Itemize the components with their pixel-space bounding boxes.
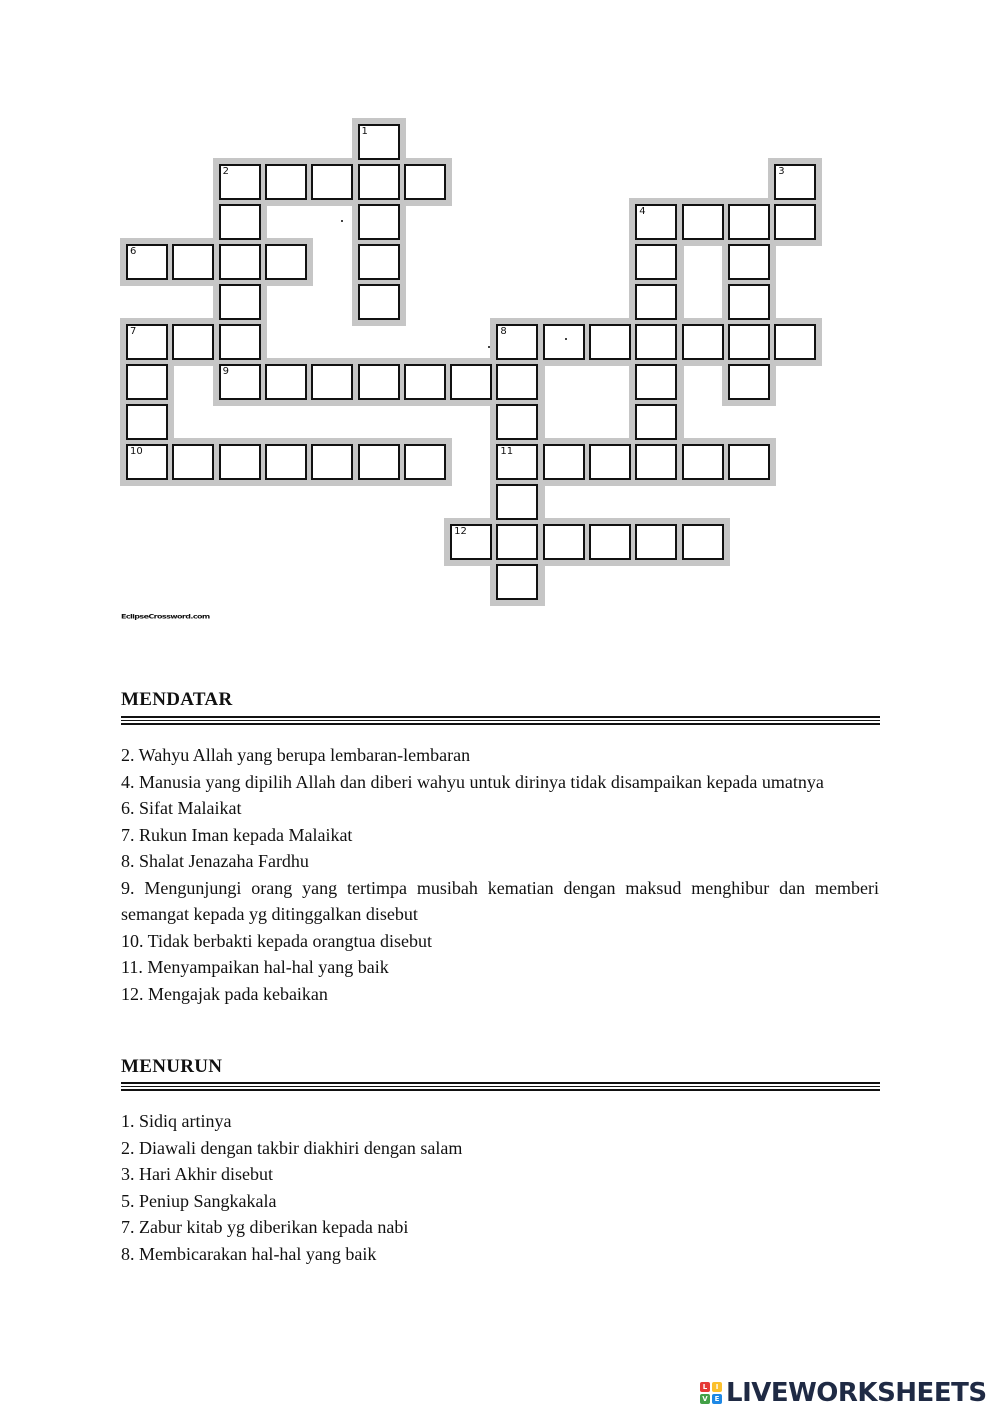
clue-item: 8. Shalat Jenazaha Fardhu — [121, 851, 309, 871]
crossword-cell[interactable] — [682, 444, 724, 480]
crossword-cell[interactable] — [450, 364, 492, 400]
crossword-cell[interactable] — [496, 524, 538, 560]
clue-item: 2. Diawali dengan takbir diakhiri dengan salam — [121, 1137, 463, 1158]
crossword-cell[interactable] — [635, 404, 677, 440]
stray-mark — [488, 346, 490, 348]
crossword-cell[interactable] — [635, 444, 677, 480]
crossword-cell[interactable] — [358, 204, 400, 240]
crossword-cell[interactable] — [404, 364, 446, 400]
logo-tile: I — [712, 1382, 722, 1392]
crossword-cell[interactable] — [265, 244, 307, 280]
clue-item: 9. Mengunjungi orang yang tertimpa musibah kematian dengan maksud menghibur dan memberi semangat kepada yg ditinggalkan disebut — [121, 877, 879, 924]
crossword-cell[interactable] — [219, 324, 261, 360]
crossword-cell[interactable] — [774, 164, 816, 200]
clue-item: 12. Mengajak pada kebaikan — [121, 983, 328, 1004]
crossword-cell[interactable] — [126, 404, 168, 440]
crossword-cell[interactable] — [172, 444, 214, 480]
crossword-cell[interactable] — [311, 444, 353, 480]
logo-tile: V — [700, 1394, 710, 1404]
crossword-cell[interactable] — [728, 324, 770, 360]
clue-number: 9 — [222, 366, 229, 377]
crossword-cell[interactable] — [728, 444, 770, 480]
clue-item: 7. Zabur kitab yg diberikan kepada nabi — [121, 1217, 409, 1237]
crossword-grid — [0, 0, 1000, 620]
crossword-cell[interactable] — [774, 324, 816, 360]
clue-item: 10. Tidak berbakti kepada orangtua disebut — [121, 930, 432, 951]
crossword-cell[interactable] — [219, 444, 261, 480]
crossword-cell[interactable] — [358, 244, 400, 280]
crossword-cell[interactable] — [265, 164, 307, 200]
crossword-cell[interactable] — [496, 364, 538, 400]
crossword-cell[interactable] — [496, 564, 538, 600]
crossword-cell[interactable] — [358, 124, 400, 160]
crossword-cell[interactable] — [635, 364, 677, 400]
liveworksheets-brand[interactable] — [700, 1378, 987, 1408]
crossword-cell[interactable] — [496, 444, 538, 480]
crossword-cell[interactable] — [358, 444, 400, 480]
crossword-cell[interactable] — [728, 364, 770, 400]
crossword-cell[interactable] — [265, 364, 307, 400]
crossword-cell[interactable] — [682, 204, 724, 240]
crossword-cell[interactable] — [450, 524, 492, 560]
crossword-cell[interactable] — [219, 364, 261, 400]
crossword-cell[interactable] — [543, 324, 585, 360]
crossword-cell[interactable] — [635, 524, 677, 560]
stray-mark — [565, 338, 567, 340]
crossword-cell[interactable] — [589, 324, 631, 360]
crossword-cell[interactable] — [311, 164, 353, 200]
stray-mark — [341, 220, 343, 222]
crossword-cell[interactable] — [589, 524, 631, 560]
crossword-cell[interactable] — [172, 244, 214, 280]
clue-number: 1 — [361, 126, 368, 137]
crossword-cell[interactable] — [774, 204, 816, 240]
crossword-credit: EclipseCrossword.com — [121, 612, 210, 621]
clue-number: 3 — [778, 166, 785, 177]
clue-item: 3. Hari Akhir disebut — [121, 1164, 273, 1184]
crossword-cell[interactable] — [219, 244, 261, 280]
clue-item: 6. Sifat Malaikat — [121, 798, 242, 818]
crossword-cell[interactable] — [172, 324, 214, 360]
across-title: MENDATAR — [121, 689, 233, 710]
crossword-cell[interactable] — [404, 444, 446, 480]
clue-number: 10 — [130, 446, 143, 457]
crossword-cell[interactable] — [728, 284, 770, 320]
crossword-cell[interactable] — [219, 164, 261, 200]
crossword-cell[interactable] — [496, 484, 538, 520]
crossword-cell[interactable] — [126, 244, 168, 280]
down-title: MENURUN — [121, 1056, 223, 1077]
crossword-cell[interactable] — [682, 324, 724, 360]
clue-item: 11. Menyampaikan hal-hal yang baik — [121, 957, 389, 977]
across-clue-list — [121, 742, 879, 1007]
clue-number: 7 — [130, 326, 137, 337]
crossword-cell[interactable] — [496, 324, 538, 360]
crossword-cell[interactable] — [635, 244, 677, 280]
logo-tile: E — [712, 1394, 722, 1404]
down-clue-list — [121, 1108, 879, 1267]
crossword-cell[interactable] — [682, 524, 724, 560]
crossword-cell[interactable] — [543, 444, 585, 480]
crossword-cell[interactable] — [635, 204, 677, 240]
crossword-cell[interactable] — [358, 364, 400, 400]
crossword-cell[interactable] — [219, 204, 261, 240]
clue-item: 8. Membicarakan hal-hal yang baik — [121, 1243, 377, 1264]
crossword-cell[interactable] — [126, 364, 168, 400]
crossword-cell[interactable] — [358, 284, 400, 320]
crossword-cell[interactable] — [126, 444, 168, 480]
logo-tile: L — [700, 1382, 710, 1392]
crossword-cell[interactable] — [635, 324, 677, 360]
crossword-cell[interactable] — [265, 444, 307, 480]
crossword-cell[interactable] — [126, 324, 168, 360]
crossword-cell[interactable] — [358, 164, 400, 200]
crossword-cell[interactable] — [728, 244, 770, 280]
clue-number: 6 — [130, 246, 137, 257]
crossword-cell[interactable] — [404, 164, 446, 200]
crossword-cell[interactable] — [635, 284, 677, 320]
crossword-cell[interactable] — [496, 404, 538, 440]
clue-number: 8 — [500, 326, 507, 337]
down-divider — [121, 1082, 880, 1091]
clue-item: 2. Wahyu Allah yang berupa lembaran-lembaran — [121, 745, 471, 765]
clue-number: 4 — [639, 206, 646, 217]
liveworksheets-logo-icon — [700, 1382, 722, 1404]
clue-number: 11 — [500, 446, 514, 457]
clue-number: 12 — [454, 526, 467, 537]
clue-item: 7. Rukun Iman kepada Malaikat — [121, 824, 353, 845]
clue-item: 5. Peniup Sangkakala — [121, 1190, 277, 1211]
crossword-cell[interactable] — [589, 444, 631, 480]
crossword-cell[interactable] — [543, 524, 585, 560]
crossword-cell[interactable] — [728, 204, 770, 240]
clue-number: 2 — [222, 166, 229, 177]
across-divider — [121, 716, 880, 725]
clue-item: 4. Manusia yang dipilih Allah dan diberi wahyu untuk dirinya tidak disampaikan kepada umatnya — [121, 771, 824, 792]
crossword-cell[interactable] — [219, 284, 261, 320]
clue-item: 1. Sidiq artinya — [121, 1111, 232, 1131]
crossword-cell[interactable] — [311, 364, 353, 400]
brand-name: LIVEWORKSHEETS — [726, 1378, 987, 1408]
